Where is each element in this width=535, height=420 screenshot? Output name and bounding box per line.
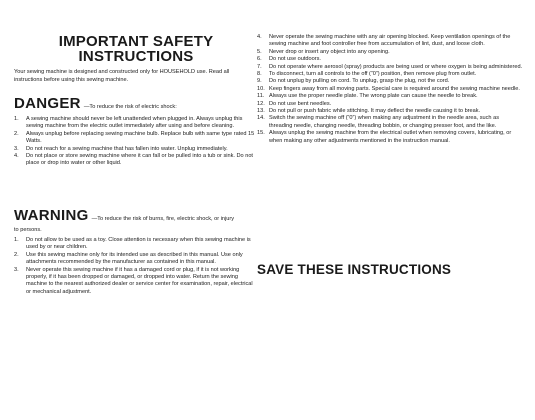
item-number: 3.	[14, 145, 19, 152]
item-text: Never drop or insert any object into any opening.	[269, 48, 390, 55]
list-item	[14, 131, 258, 146]
item-number: 3.	[14, 266, 19, 273]
item-number: 12.	[257, 100, 265, 107]
item-number: 4.	[14, 153, 19, 160]
warning-subtitle-continued: to persons.	[14, 227, 42, 233]
item-text: Always unplug the sewing machine from the electrical outlet when removing covers, lubricating, or when making any other adjustments mentioned in the instruction manual.	[269, 130, 512, 144]
item-text: Do not operate where aerosol (spray) products are being used or where oxygen is being administered.	[269, 63, 523, 70]
title-line-2: INSTRUCTIONS	[78, 48, 194, 65]
intro-text: Your sewing machine is designed and constructed only for HOUSEHOLD use. Read all instructions before using this sewing machine.	[14, 69, 230, 83]
item-text: Do not reach for a sewing machine that has fallen into water. Unplug immediately.	[26, 145, 228, 152]
danger-title: DANGER	[14, 95, 81, 112]
item-number: 13.	[257, 108, 265, 115]
list-item	[257, 49, 523, 56]
item-number: 11.	[257, 93, 265, 100]
list-item	[257, 56, 523, 63]
item-number: 15.	[257, 130, 265, 137]
item-text: Switch the sewing machine off (“0”) when making any adjustment in the needle area, such as threading needle, changing needle, threading bobbin, or changing presser foot, and the like.	[269, 115, 499, 129]
item-text: Do not pull or push fabric while stitching. It may deflect the needle causing it to break.	[269, 108, 481, 115]
item-text: Always use the proper needle plate. The wrong plate can cause the needle to break.	[269, 93, 478, 100]
list-item	[257, 130, 523, 145]
continued-list	[257, 34, 523, 145]
list-item	[257, 108, 523, 115]
warning-subtitle: —To reduce the risk of burns, fire, electric shock, or injury	[91, 216, 234, 222]
item-number: 6.	[257, 56, 262, 63]
item-number: 5.	[257, 48, 262, 55]
item-number: 7.	[257, 63, 262, 70]
item-text: Do not unplug by pulling on cord. To unplug, grasp the plug, not the cord.	[269, 78, 450, 85]
list-item	[14, 267, 258, 297]
list-item	[14, 116, 258, 131]
item-number: 9.	[257, 78, 262, 85]
item-number: 2.	[14, 251, 19, 258]
list-item	[257, 64, 523, 71]
item-text: Do not place or store sewing machine where it can fall or be pulled into a tub or sink. Do not place or drop into water or other liquid.	[26, 153, 253, 167]
warning-title: WARNING	[14, 207, 89, 224]
list-item	[14, 153, 258, 168]
item-text: Never operate the sewing machine with any air opening blocked. Keep ventilation openings of the sewing machine and foot controller free from accumulation of lint, dust, and loose cloth.	[269, 34, 511, 48]
item-text: Keep fingers away from all moving parts. Special care is required around the sewing machine needle.	[269, 85, 520, 92]
danger-subtitle: —To reduce the risk of electric shock:	[83, 104, 177, 110]
list-item	[257, 101, 523, 108]
list-item	[257, 34, 523, 49]
item-number: 14.	[257, 115, 265, 122]
item-text: Do not use bent needles.	[269, 100, 332, 107]
item-text: Never operate this sewing machine if it has a damaged cord or plug, if it is not working properly, if it has been dropped or damaged, or dropped into water. Return the sewing machine to the nearest authorized dealer or service center for examination, repair, electrical or mechanical adjustment.	[26, 266, 253, 295]
item-text: Use this sewing machine only for its intended use as described in this manual. Use only attachments recommended by the manufacturer as contained in this manual.	[26, 251, 243, 266]
item-number: 8.	[257, 71, 262, 78]
item-number: 10.	[257, 85, 265, 92]
list-item	[257, 71, 523, 78]
save-instructions-heading: SAVE THESE INSTRUCTIONS	[257, 262, 452, 277]
list-item	[257, 115, 523, 130]
warning-heading	[14, 207, 258, 224]
list-item	[14, 146, 258, 153]
item-number: 1.	[14, 116, 19, 122]
list-item	[14, 252, 258, 267]
list-item	[257, 78, 523, 85]
list-item	[14, 237, 258, 252]
title-line-1: IMPORTANT SAFETY	[58, 33, 214, 50]
page-title	[14, 34, 258, 64]
item-number: 1.	[14, 237, 19, 243]
list-item	[257, 86, 523, 93]
danger-heading	[14, 95, 258, 112]
item-text: Do not use outdoors.	[269, 56, 321, 63]
item-number: 2.	[14, 130, 19, 137]
warning-list	[14, 237, 258, 296]
list-item	[257, 93, 523, 100]
item-text: A sewing machine should never be left unattended when plugged in. Always unplug this sewing machine from the electric outlet immediately after using and before cleaning.	[26, 116, 243, 130]
item-text: Do not allow to be used as a toy. Close attention is necessary when this sewing machine is used by or near children.	[26, 237, 251, 251]
item-text: Always unplug before replacing sewing machine bulb. Replace bulb with same type rated 15 Watts.	[26, 130, 255, 145]
item-text: To disconnect, turn all controls to the off (“0”) position, then remove plug from outlet.	[269, 71, 477, 78]
danger-list	[14, 116, 258, 168]
item-number: 4.	[257, 34, 262, 40]
